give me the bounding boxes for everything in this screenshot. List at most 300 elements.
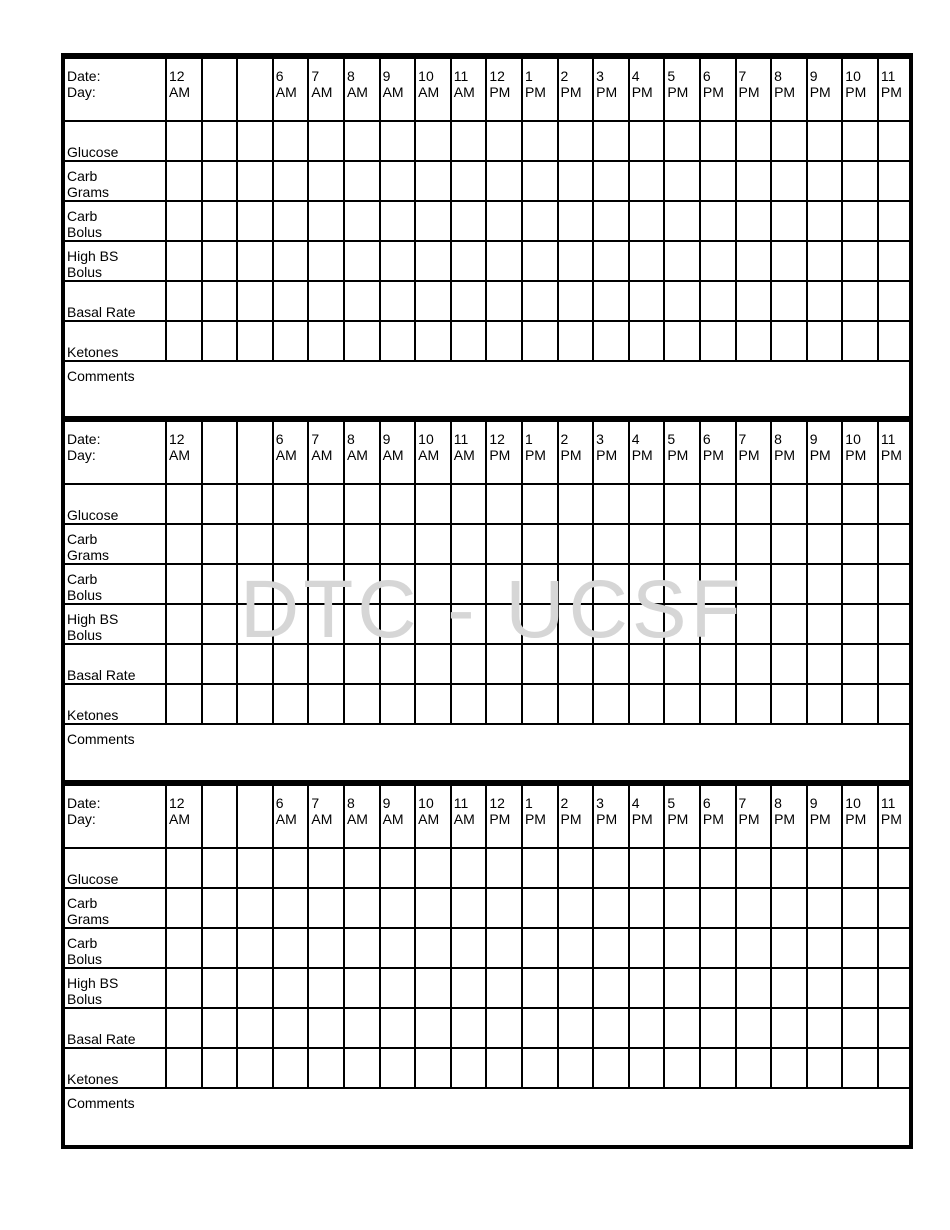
entry-cell[interactable]: [629, 968, 665, 1008]
entry-cell[interactable]: [522, 968, 558, 1008]
entry-cell[interactable]: [771, 644, 807, 684]
entry-cell[interactable]: [700, 644, 736, 684]
entry-cell[interactable]: [771, 484, 807, 524]
entry-cell[interactable]: [700, 684, 736, 724]
entry-cell[interactable]: [878, 968, 914, 1008]
entry-cell[interactable]: [558, 321, 594, 361]
entry-cell[interactable]: [878, 241, 914, 281]
entry-cell[interactable]: [664, 161, 700, 201]
entry-cell[interactable]: [308, 201, 344, 241]
entry-cell[interactable]: [415, 684, 451, 724]
entry-cell[interactable]: [807, 968, 843, 1008]
entry-cell[interactable]: [771, 604, 807, 644]
date-day-cell[interactable]: [65, 421, 166, 484]
entry-cell[interactable]: [593, 121, 629, 161]
entry-cell[interactable]: [273, 281, 309, 321]
entry-cell[interactable]: [664, 1008, 700, 1048]
entry-cell[interactable]: [522, 321, 558, 361]
entry-cell[interactable]: [878, 684, 914, 724]
entry-cell[interactable]: [237, 888, 273, 928]
entry-cell[interactable]: [486, 644, 522, 684]
entry-cell[interactable]: [486, 564, 522, 604]
entry-cell[interactable]: [344, 321, 380, 361]
entry-cell[interactable]: [736, 281, 772, 321]
entry-cell[interactable]: [380, 1048, 416, 1088]
entry-cell[interactable]: [807, 1048, 843, 1088]
entry-cell[interactable]: [202, 644, 238, 684]
entry-cell[interactable]: [558, 604, 594, 644]
entry-cell[interactable]: [237, 201, 273, 241]
entry-cell[interactable]: [166, 241, 202, 281]
entry-cell[interactable]: [736, 968, 772, 1008]
entry-cell[interactable]: [415, 201, 451, 241]
entry-cell[interactable]: [593, 161, 629, 201]
entry-cell[interactable]: [486, 848, 522, 888]
entry-cell[interactable]: [380, 644, 416, 684]
entry-cell[interactable]: [593, 888, 629, 928]
entry-cell[interactable]: [664, 321, 700, 361]
entry-cell[interactable]: [736, 161, 772, 201]
entry-cell[interactable]: [202, 241, 238, 281]
entry-cell[interactable]: [415, 564, 451, 604]
entry-cell[interactable]: [273, 484, 309, 524]
entry-cell[interactable]: [593, 928, 629, 968]
entry-cell[interactable]: [878, 201, 914, 241]
entry-cell[interactable]: [415, 888, 451, 928]
entry-cell[interactable]: [878, 121, 914, 161]
entry-cell[interactable]: [593, 524, 629, 564]
entry-cell[interactable]: [807, 121, 843, 161]
entry-cell[interactable]: [664, 241, 700, 281]
entry-cell[interactable]: [273, 1048, 309, 1088]
entry-cell[interactable]: [629, 848, 665, 888]
entry-cell[interactable]: [807, 281, 843, 321]
entry-cell[interactable]: [700, 1008, 736, 1048]
entry-cell[interactable]: [593, 281, 629, 321]
entry-cell[interactable]: [558, 1008, 594, 1048]
entry-cell[interactable]: [451, 524, 487, 564]
entry-cell[interactable]: [166, 121, 202, 161]
entry-cell[interactable]: [736, 684, 772, 724]
entry-cell[interactable]: [237, 928, 273, 968]
entry-cell[interactable]: [807, 484, 843, 524]
entry-cell[interactable]: [344, 121, 380, 161]
entry-cell[interactable]: [166, 888, 202, 928]
entry-cell[interactable]: [878, 161, 914, 201]
entry-cell[interactable]: [558, 1048, 594, 1088]
entry-cell[interactable]: [771, 201, 807, 241]
entry-cell[interactable]: [807, 524, 843, 564]
entry-cell[interactable]: [593, 321, 629, 361]
entry-cell[interactable]: [273, 121, 309, 161]
entry-cell[interactable]: [344, 564, 380, 604]
entry-cell[interactable]: [308, 888, 344, 928]
entry-cell[interactable]: [736, 1048, 772, 1088]
entry-cell[interactable]: [700, 524, 736, 564]
entry-cell[interactable]: [202, 281, 238, 321]
entry-cell[interactable]: [344, 1008, 380, 1048]
entry-cell[interactable]: [771, 684, 807, 724]
comments-cell[interactable]: [65, 361, 913, 418]
entry-cell[interactable]: [273, 524, 309, 564]
entry-cell[interactable]: [629, 484, 665, 524]
entry-cell[interactable]: [558, 201, 594, 241]
entry-cell[interactable]: [202, 161, 238, 201]
entry-cell[interactable]: [202, 321, 238, 361]
entry-cell[interactable]: [629, 684, 665, 724]
entry-cell[interactable]: [522, 524, 558, 564]
entry-cell[interactable]: [807, 888, 843, 928]
entry-cell[interactable]: [451, 201, 487, 241]
entry-cell[interactable]: [415, 928, 451, 968]
entry-cell[interactable]: [593, 644, 629, 684]
entry-cell[interactable]: [451, 281, 487, 321]
entry-cell[interactable]: [380, 888, 416, 928]
entry-cell[interactable]: [486, 1048, 522, 1088]
entry-cell[interactable]: [664, 281, 700, 321]
entry-cell[interactable]: [344, 1048, 380, 1088]
entry-cell[interactable]: [273, 1008, 309, 1048]
entry-cell[interactable]: [558, 484, 594, 524]
entry-cell[interactable]: [700, 604, 736, 644]
entry-cell[interactable]: [380, 281, 416, 321]
entry-cell[interactable]: [486, 888, 522, 928]
entry-cell[interactable]: [202, 201, 238, 241]
entry-cell[interactable]: [842, 161, 878, 201]
entry-cell[interactable]: [237, 281, 273, 321]
entry-cell[interactable]: [736, 121, 772, 161]
entry-cell[interactable]: [166, 484, 202, 524]
entry-cell[interactable]: [273, 888, 309, 928]
entry-cell[interactable]: [558, 888, 594, 928]
entry-cell[interactable]: [380, 161, 416, 201]
entry-cell[interactable]: [202, 1008, 238, 1048]
entry-cell[interactable]: [308, 524, 344, 564]
entry-cell[interactable]: [878, 524, 914, 564]
entry-cell[interactable]: [629, 1008, 665, 1048]
entry-cell[interactable]: [736, 644, 772, 684]
entry-cell[interactable]: [629, 888, 665, 928]
entry-cell[interactable]: [664, 1048, 700, 1088]
entry-cell[interactable]: [273, 201, 309, 241]
entry-cell[interactable]: [736, 1008, 772, 1048]
entry-cell[interactable]: [237, 644, 273, 684]
entry-cell[interactable]: [202, 524, 238, 564]
entry-cell[interactable]: [593, 604, 629, 644]
entry-cell[interactable]: [308, 321, 344, 361]
entry-cell[interactable]: [593, 968, 629, 1008]
entry-cell[interactable]: [344, 281, 380, 321]
entry-cell[interactable]: [558, 241, 594, 281]
entry-cell[interactable]: [664, 201, 700, 241]
entry-cell[interactable]: [593, 201, 629, 241]
entry-cell[interactable]: [522, 564, 558, 604]
entry-cell[interactable]: [273, 161, 309, 201]
entry-cell[interactable]: [842, 684, 878, 724]
entry-cell[interactable]: [273, 604, 309, 644]
entry-cell[interactable]: [664, 604, 700, 644]
entry-cell[interactable]: [807, 928, 843, 968]
entry-cell[interactable]: [771, 321, 807, 361]
entry-cell[interactable]: [237, 241, 273, 281]
entry-cell[interactable]: [842, 928, 878, 968]
entry-cell[interactable]: [878, 564, 914, 604]
entry-cell[interactable]: [771, 524, 807, 564]
entry-cell[interactable]: [202, 848, 238, 888]
entry-cell[interactable]: [842, 644, 878, 684]
entry-cell[interactable]: [522, 201, 558, 241]
entry-cell[interactable]: [486, 684, 522, 724]
entry-cell[interactable]: [629, 121, 665, 161]
entry-cell[interactable]: [166, 928, 202, 968]
entry-cell[interactable]: [807, 321, 843, 361]
entry-cell[interactable]: [771, 161, 807, 201]
entry-cell[interactable]: [736, 524, 772, 564]
entry-cell[interactable]: [380, 928, 416, 968]
entry-cell[interactable]: [736, 848, 772, 888]
entry-cell[interactable]: [842, 321, 878, 361]
entry-cell[interactable]: [166, 201, 202, 241]
entry-cell[interactable]: [166, 524, 202, 564]
entry-cell[interactable]: [380, 241, 416, 281]
entry-cell[interactable]: [522, 121, 558, 161]
entry-cell[interactable]: [736, 604, 772, 644]
entry-cell[interactable]: [593, 564, 629, 604]
entry-cell[interactable]: [593, 241, 629, 281]
entry-cell[interactable]: [558, 524, 594, 564]
entry-cell[interactable]: [380, 484, 416, 524]
entry-cell[interactable]: [593, 1008, 629, 1048]
entry-cell[interactable]: [771, 848, 807, 888]
entry-cell[interactable]: [415, 321, 451, 361]
entry-cell[interactable]: [629, 1048, 665, 1088]
entry-cell[interactable]: [700, 968, 736, 1008]
entry-cell[interactable]: [700, 201, 736, 241]
entry-cell[interactable]: [344, 684, 380, 724]
entry-cell[interactable]: [842, 121, 878, 161]
entry-cell[interactable]: [700, 321, 736, 361]
entry-cell[interactable]: [558, 928, 594, 968]
entry-cell[interactable]: [664, 524, 700, 564]
entry-cell[interactable]: [451, 1008, 487, 1048]
entry-cell[interactable]: [700, 848, 736, 888]
entry-cell[interactable]: [380, 524, 416, 564]
entry-cell[interactable]: [522, 281, 558, 321]
entry-cell[interactable]: [486, 281, 522, 321]
entry-cell[interactable]: [736, 564, 772, 604]
entry-cell[interactable]: [273, 644, 309, 684]
entry-cell[interactable]: [486, 484, 522, 524]
entry-cell[interactable]: [522, 684, 558, 724]
entry-cell[interactable]: [166, 968, 202, 1008]
entry-cell[interactable]: [308, 604, 344, 644]
entry-cell[interactable]: [664, 848, 700, 888]
entry-cell[interactable]: [344, 644, 380, 684]
entry-cell[interactable]: [451, 241, 487, 281]
date-day-cell[interactable]: [65, 785, 166, 848]
entry-cell[interactable]: [344, 604, 380, 644]
entry-cell[interactable]: [380, 121, 416, 161]
entry-cell[interactable]: [593, 484, 629, 524]
entry-cell[interactable]: [273, 848, 309, 888]
entry-cell[interactable]: [308, 564, 344, 604]
entry-cell[interactable]: [344, 928, 380, 968]
entry-cell[interactable]: [878, 644, 914, 684]
entry-cell[interactable]: [166, 1008, 202, 1048]
entry-cell[interactable]: [771, 888, 807, 928]
entry-cell[interactable]: [451, 564, 487, 604]
entry-cell[interactable]: [202, 684, 238, 724]
entry-cell[interactable]: [878, 484, 914, 524]
entry-cell[interactable]: [237, 1008, 273, 1048]
entry-cell[interactable]: [700, 484, 736, 524]
entry-cell[interactable]: [700, 564, 736, 604]
entry-cell[interactable]: [700, 888, 736, 928]
entry-cell[interactable]: [842, 564, 878, 604]
entry-cell[interactable]: [664, 484, 700, 524]
entry-cell[interactable]: [415, 968, 451, 1008]
entry-cell[interactable]: [237, 968, 273, 1008]
entry-cell[interactable]: [522, 161, 558, 201]
entry-cell[interactable]: [771, 1048, 807, 1088]
entry-cell[interactable]: [522, 1008, 558, 1048]
entry-cell[interactable]: [237, 321, 273, 361]
entry-cell[interactable]: [736, 928, 772, 968]
entry-cell[interactable]: [202, 604, 238, 644]
entry-cell[interactable]: [380, 321, 416, 361]
entry-cell[interactable]: [771, 121, 807, 161]
entry-cell[interactable]: [842, 484, 878, 524]
entry-cell[interactable]: [486, 241, 522, 281]
entry-cell[interactable]: [451, 1048, 487, 1088]
entry-cell[interactable]: [629, 604, 665, 644]
entry-cell[interactable]: [166, 564, 202, 604]
comments-cell[interactable]: [65, 1088, 913, 1145]
entry-cell[interactable]: [558, 644, 594, 684]
entry-cell[interactable]: [344, 968, 380, 1008]
entry-cell[interactable]: [664, 564, 700, 604]
entry-cell[interactable]: [807, 684, 843, 724]
entry-cell[interactable]: [807, 848, 843, 888]
entry-cell[interactable]: [308, 281, 344, 321]
entry-cell[interactable]: [237, 848, 273, 888]
entry-cell[interactable]: [380, 684, 416, 724]
entry-cell[interactable]: [486, 201, 522, 241]
entry-cell[interactable]: [308, 968, 344, 1008]
entry-cell[interactable]: [344, 161, 380, 201]
entry-cell[interactable]: [486, 1008, 522, 1048]
entry-cell[interactable]: [522, 848, 558, 888]
entry-cell[interactable]: [629, 321, 665, 361]
entry-cell[interactable]: [700, 1048, 736, 1088]
date-day-cell[interactable]: [65, 58, 166, 121]
entry-cell[interactable]: [771, 1008, 807, 1048]
entry-cell[interactable]: [842, 524, 878, 564]
entry-cell[interactable]: [664, 644, 700, 684]
entry-cell[interactable]: [629, 201, 665, 241]
entry-cell[interactable]: [415, 1008, 451, 1048]
entry-cell[interactable]: [878, 848, 914, 888]
entry-cell[interactable]: [308, 241, 344, 281]
entry-cell[interactable]: [807, 604, 843, 644]
entry-cell[interactable]: [771, 564, 807, 604]
entry-cell[interactable]: [522, 1048, 558, 1088]
entry-cell[interactable]: [629, 281, 665, 321]
entry-cell[interactable]: [415, 241, 451, 281]
entry-cell[interactable]: [700, 928, 736, 968]
entry-cell[interactable]: [202, 484, 238, 524]
entry-cell[interactable]: [380, 1008, 416, 1048]
entry-cell[interactable]: [308, 848, 344, 888]
entry-cell[interactable]: [415, 644, 451, 684]
entry-cell[interactable]: [308, 1048, 344, 1088]
entry-cell[interactable]: [344, 201, 380, 241]
entry-cell[interactable]: [522, 241, 558, 281]
entry-cell[interactable]: [308, 484, 344, 524]
entry-cell[interactable]: [202, 564, 238, 604]
entry-cell[interactable]: [771, 928, 807, 968]
entry-cell[interactable]: [451, 928, 487, 968]
entry-cell[interactable]: [308, 684, 344, 724]
entry-cell[interactable]: [878, 281, 914, 321]
entry-cell[interactable]: [878, 604, 914, 644]
entry-cell[interactable]: [522, 604, 558, 644]
entry-cell[interactable]: [273, 928, 309, 968]
entry-cell[interactable]: [273, 564, 309, 604]
entry-cell[interactable]: [878, 321, 914, 361]
entry-cell[interactable]: [237, 604, 273, 644]
entry-cell[interactable]: [237, 484, 273, 524]
entry-cell[interactable]: [451, 684, 487, 724]
entry-cell[interactable]: [522, 644, 558, 684]
entry-cell[interactable]: [451, 161, 487, 201]
entry-cell[interactable]: [558, 161, 594, 201]
entry-cell[interactable]: [842, 968, 878, 1008]
entry-cell[interactable]: [166, 321, 202, 361]
entry-cell[interactable]: [807, 161, 843, 201]
entry-cell[interactable]: [202, 928, 238, 968]
entry-cell[interactable]: [344, 484, 380, 524]
entry-cell[interactable]: [593, 684, 629, 724]
entry-cell[interactable]: [807, 564, 843, 604]
entry-cell[interactable]: [664, 888, 700, 928]
entry-cell[interactable]: [380, 201, 416, 241]
entry-cell[interactable]: [451, 968, 487, 1008]
entry-cell[interactable]: [664, 968, 700, 1008]
entry-cell[interactable]: [451, 321, 487, 361]
entry-cell[interactable]: [771, 968, 807, 1008]
entry-cell[interactable]: [736, 888, 772, 928]
entry-cell[interactable]: [771, 281, 807, 321]
entry-cell[interactable]: [736, 241, 772, 281]
entry-cell[interactable]: [807, 241, 843, 281]
entry-cell[interactable]: [593, 1048, 629, 1088]
entry-cell[interactable]: [166, 644, 202, 684]
entry-cell[interactable]: [842, 241, 878, 281]
entry-cell[interactable]: [380, 848, 416, 888]
entry-cell[interactable]: [415, 121, 451, 161]
entry-cell[interactable]: [486, 161, 522, 201]
entry-cell[interactable]: [308, 121, 344, 161]
entry-cell[interactable]: [344, 524, 380, 564]
entry-cell[interactable]: [451, 484, 487, 524]
entry-cell[interactable]: [344, 848, 380, 888]
entry-cell[interactable]: [166, 281, 202, 321]
entry-cell[interactable]: [415, 161, 451, 201]
entry-cell[interactable]: [308, 161, 344, 201]
entry-cell[interactable]: [486, 121, 522, 161]
entry-cell[interactable]: [878, 1048, 914, 1088]
